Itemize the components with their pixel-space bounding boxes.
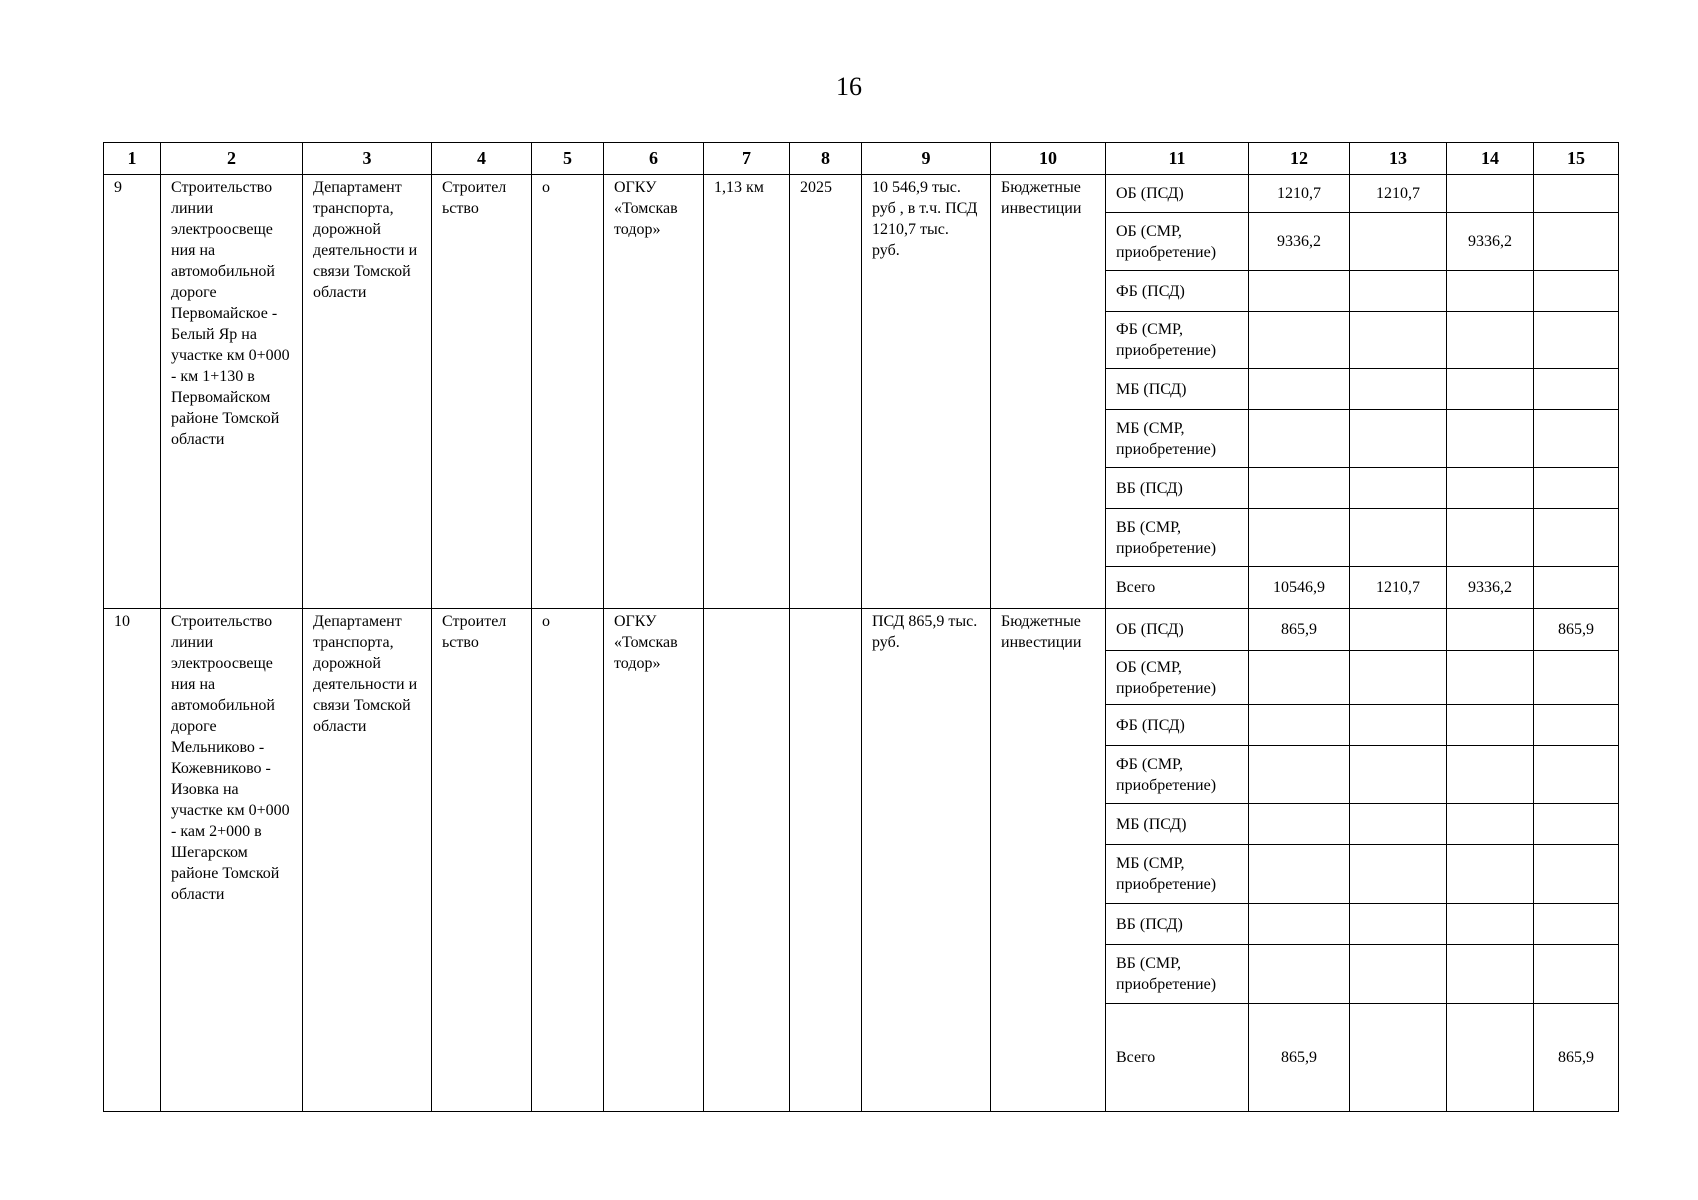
project-capacity: 1,13 км bbox=[704, 175, 790, 609]
funding-source: ОБ (ПСД) bbox=[1106, 175, 1249, 213]
column-header: 2 bbox=[161, 143, 303, 175]
amount-13 bbox=[1350, 271, 1447, 312]
amount-14 bbox=[1447, 271, 1534, 312]
amount-13 bbox=[1350, 410, 1447, 468]
column-header: 6 bbox=[604, 143, 704, 175]
project-capacity bbox=[704, 609, 790, 1112]
amount-12 bbox=[1249, 804, 1350, 845]
funding-source: МБ (СМР, приобретение) bbox=[1106, 410, 1249, 468]
amount-12: 865,9 bbox=[1249, 609, 1350, 651]
amount-13 bbox=[1350, 945, 1447, 1004]
amount-13 bbox=[1350, 904, 1447, 945]
amount-15: 865,9 bbox=[1534, 1004, 1619, 1112]
amount-13 bbox=[1350, 651, 1447, 705]
amount-12 bbox=[1249, 945, 1350, 1004]
amount-15 bbox=[1534, 945, 1619, 1004]
amount-12 bbox=[1249, 651, 1350, 705]
amount-13 bbox=[1350, 705, 1447, 746]
project-name: Строительство линии электроосвеще ния на автомобильной дороге Первомайское - Белый Яр на участке км 0+000 - км 1+130 в Первомайском районе Томской области bbox=[161, 175, 303, 609]
amount-15 bbox=[1534, 567, 1619, 609]
amount-15 bbox=[1534, 312, 1619, 369]
project-cost: 10 546,9 тыс. руб , в т.ч. ПСД 1210,7 тыс. руб. bbox=[862, 175, 991, 609]
project-cost: ПСД 865,9 тыс. руб. bbox=[862, 609, 991, 1112]
column-header: 3 bbox=[303, 143, 432, 175]
funding-source: МБ (СМР, приобретение) bbox=[1106, 845, 1249, 904]
amount-15 bbox=[1534, 705, 1619, 746]
amount-13 bbox=[1350, 845, 1447, 904]
amount-14 bbox=[1447, 945, 1534, 1004]
column-header: 13 bbox=[1350, 143, 1447, 175]
table-row bbox=[104, 175, 1619, 213]
column-header: 4 bbox=[432, 143, 532, 175]
amount-14 bbox=[1447, 1004, 1534, 1112]
project-form: Бюджетные инвестиции bbox=[991, 175, 1106, 609]
project-col5: о bbox=[532, 609, 604, 1112]
amount-12 bbox=[1249, 845, 1350, 904]
amount-15 bbox=[1534, 175, 1619, 213]
amount-14 bbox=[1447, 746, 1534, 804]
amount-13 bbox=[1350, 468, 1447, 509]
column-header: 8 bbox=[790, 143, 862, 175]
project-year: 2025 bbox=[790, 175, 862, 609]
project-year bbox=[790, 609, 862, 1112]
amount-12: 9336,2 bbox=[1249, 213, 1350, 271]
amount-14 bbox=[1447, 804, 1534, 845]
funding-source: ОБ (СМР, приобретение) bbox=[1106, 651, 1249, 705]
project-customer: Департамент транспорта, дорожной деятельности и связи Томской области bbox=[303, 175, 432, 609]
project-developer: ОГКУ «Томскав тодор» bbox=[604, 175, 704, 609]
amount-15 bbox=[1534, 369, 1619, 410]
column-header: 5 bbox=[532, 143, 604, 175]
amount-12 bbox=[1249, 904, 1350, 945]
amount-13: 1210,7 bbox=[1350, 175, 1447, 213]
funding-source: ВБ (СМР, приобретение) bbox=[1106, 509, 1249, 567]
project-customer: Департамент транспорта, дорожной деятельности и связи Томской области bbox=[303, 609, 432, 1112]
project-number: 10 bbox=[104, 609, 161, 1112]
funding-source: ФБ (СМР, приобретение) bbox=[1106, 312, 1249, 369]
funding-source: ФБ (ПСД) bbox=[1106, 271, 1249, 312]
funding-source: ВБ (СМР, приобретение) bbox=[1106, 945, 1249, 1004]
funding-source: ОБ (ПСД) bbox=[1106, 609, 1249, 651]
amount-14 bbox=[1447, 705, 1534, 746]
project-form: Бюджетные инвестиции bbox=[991, 609, 1106, 1112]
amount-12 bbox=[1249, 509, 1350, 567]
amount-13 bbox=[1350, 609, 1447, 651]
column-header: 14 bbox=[1447, 143, 1534, 175]
column-header: 12 bbox=[1249, 143, 1350, 175]
column-header: 10 bbox=[991, 143, 1106, 175]
funding-source: ФБ (ПСД) bbox=[1106, 705, 1249, 746]
amount-12 bbox=[1249, 271, 1350, 312]
investment-table bbox=[103, 142, 1619, 1112]
amount-12 bbox=[1249, 468, 1350, 509]
header-row bbox=[104, 143, 1619, 175]
amount-15 bbox=[1534, 468, 1619, 509]
amount-13 bbox=[1350, 746, 1447, 804]
column-header: 11 bbox=[1106, 143, 1249, 175]
amount-14 bbox=[1447, 651, 1534, 705]
amount-15 bbox=[1534, 213, 1619, 271]
amount-12 bbox=[1249, 312, 1350, 369]
funding-source: ВБ (ПСД) bbox=[1106, 904, 1249, 945]
funding-source: Всего bbox=[1106, 1004, 1249, 1112]
amount-14 bbox=[1447, 369, 1534, 410]
project-work-type: Строител ьство bbox=[432, 175, 532, 609]
column-header: 15 bbox=[1534, 143, 1619, 175]
column-header: 9 bbox=[862, 143, 991, 175]
project-developer: ОГКУ «Томскав тодор» bbox=[604, 609, 704, 1112]
amount-14 bbox=[1447, 845, 1534, 904]
table-row bbox=[104, 609, 1619, 651]
amount-15 bbox=[1534, 746, 1619, 804]
funding-source: ФБ (СМР, приобретение) bbox=[1106, 746, 1249, 804]
amount-15 bbox=[1534, 904, 1619, 945]
amount-15 bbox=[1534, 271, 1619, 312]
project-col5: о bbox=[532, 175, 604, 609]
amount-14 bbox=[1447, 509, 1534, 567]
project-work-type: Строител ьство bbox=[432, 609, 532, 1112]
amount-14 bbox=[1447, 609, 1534, 651]
amount-13 bbox=[1350, 1004, 1447, 1112]
amount-13 bbox=[1350, 369, 1447, 410]
amount-13: 1210,7 bbox=[1350, 567, 1447, 609]
column-header: 7 bbox=[704, 143, 790, 175]
amount-15: 865,9 bbox=[1534, 609, 1619, 651]
project-number: 9 bbox=[104, 175, 161, 609]
page-number: 16 bbox=[836, 72, 862, 101]
amount-15 bbox=[1534, 410, 1619, 468]
amount-15 bbox=[1534, 651, 1619, 705]
amount-13 bbox=[1350, 213, 1447, 271]
amount-15 bbox=[1534, 845, 1619, 904]
amount-13 bbox=[1350, 509, 1447, 567]
amount-12: 10546,9 bbox=[1249, 567, 1350, 609]
amount-14: 9336,2 bbox=[1447, 567, 1534, 609]
funding-source: МБ (ПСД) bbox=[1106, 369, 1249, 410]
amount-13 bbox=[1350, 312, 1447, 369]
amount-12 bbox=[1249, 746, 1350, 804]
amount-14 bbox=[1447, 904, 1534, 945]
amount-12 bbox=[1249, 705, 1350, 746]
amount-14: 9336,2 bbox=[1447, 213, 1534, 271]
amount-12 bbox=[1249, 410, 1350, 468]
funding-source: МБ (ПСД) bbox=[1106, 804, 1249, 845]
amount-14 bbox=[1447, 410, 1534, 468]
amount-12: 1210,7 bbox=[1249, 175, 1350, 213]
amount-15 bbox=[1534, 804, 1619, 845]
project-name: Строительство линии электроосвеще ния на автомобильной дороге Мельниково - Кожевниково - Изовка на участке км 0+000 - кам 2+000 в Шегарском районе Томской области bbox=[161, 609, 303, 1112]
amount-12: 865,9 bbox=[1249, 1004, 1350, 1112]
amount-13 bbox=[1350, 804, 1447, 845]
funding-source: ОБ (СМР, приобретение) bbox=[1106, 213, 1249, 271]
amount-15 bbox=[1534, 509, 1619, 567]
amount-14 bbox=[1447, 468, 1534, 509]
amount-12 bbox=[1249, 369, 1350, 410]
column-header: 1 bbox=[104, 143, 161, 175]
amount-14 bbox=[1447, 312, 1534, 369]
amount-14 bbox=[1447, 175, 1534, 213]
funding-source: Всего bbox=[1106, 567, 1249, 609]
funding-source: ВБ (ПСД) bbox=[1106, 468, 1249, 509]
